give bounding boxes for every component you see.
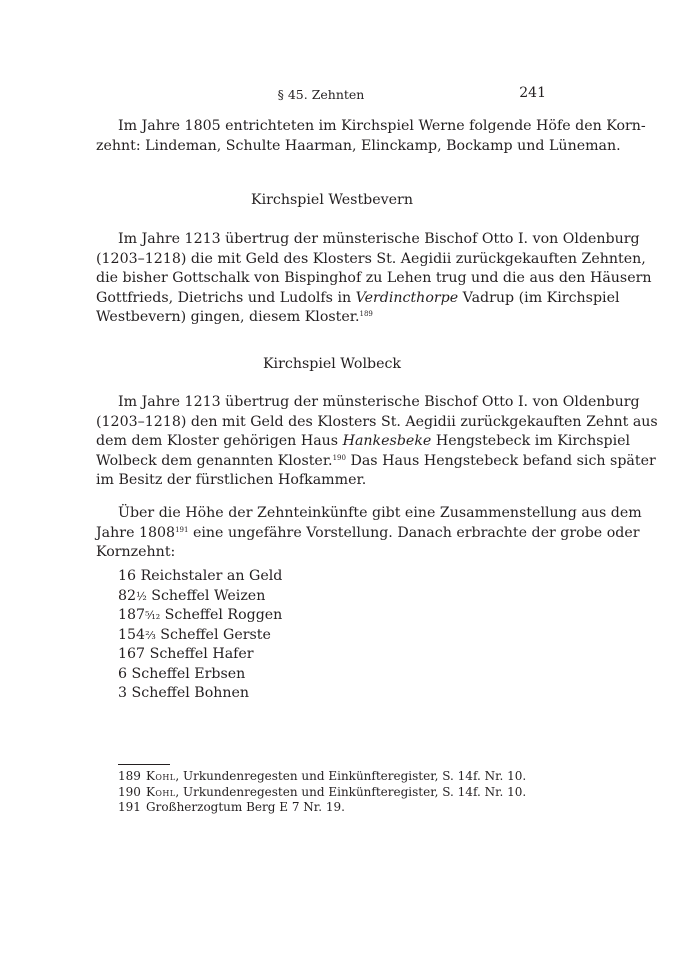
text-line: Im Jahre 1213 übertrug der münsterische Bischof Otto I. von Oldenburg <box>118 394 640 410</box>
footnote-number: 191 <box>118 800 141 815</box>
text-line: Im Jahre 1213 übertrug der münsterische Bischof Otto I. von Oldenburg <box>118 231 640 247</box>
footnote-text: Großherzogtum Berg E 7 Nr. 19. <box>146 800 345 815</box>
paragraph-zehnteinkuenfte <box>96 504 642 563</box>
footnote-ref-190[interactable]: 190 <box>332 453 346 462</box>
amount: 3 <box>118 685 128 701</box>
text-line <box>96 524 640 544</box>
list-item <box>118 606 282 626</box>
footnote-ref-191[interactable]: 191 <box>175 525 189 534</box>
item-text: Scheffel Weizen <box>146 587 266 604</box>
item-text: Scheffel Hafer <box>145 646 254 662</box>
list-item <box>118 567 282 587</box>
footnote-191 <box>118 800 526 816</box>
text-segment: dem dem Kloster gehörigen Haus <box>96 433 343 450</box>
footnote-ref-189[interactable]: 189 <box>359 310 373 319</box>
text-line: (1203–1218) die mit Geld des Klosters St. Aegidii zurückgekauften Zehnten, <box>96 250 646 267</box>
list-item <box>118 665 282 685</box>
running-head <box>96 85 546 105</box>
section-heading-westbevern: Kirchspiel Westbevern <box>251 192 413 208</box>
list-item <box>118 684 282 704</box>
text-segment: Jahre 1808 <box>96 524 176 541</box>
text-segment: Wolbeck dem genannten Kloster. <box>96 452 333 469</box>
text-segment: Das Haus Hengstebeck befand sich später <box>345 452 656 469</box>
text-line: Kornzehnt: <box>96 544 176 561</box>
list-item <box>118 587 282 607</box>
page-number: 241 <box>519 85 546 101</box>
footnote-189 <box>118 769 526 785</box>
item-text: Scheffel Erbsen <box>127 665 246 682</box>
item-text: Scheffel Gerste <box>155 626 271 643</box>
text-line <box>96 308 546 328</box>
text-line: die bisher Gottschalk von Bispinghof zu Lehen trug und die aus den Häusern <box>96 270 652 287</box>
item-text: Reichstaler an Geld <box>136 568 283 584</box>
amount: 82 <box>118 587 137 604</box>
running-title: § 45. Zehnten <box>277 87 365 102</box>
text-line <box>96 432 631 452</box>
text-segment: Westbevern) gingen, diesem Kloster. <box>96 309 360 326</box>
italic-placename: Verdincthorpe <box>355 289 459 306</box>
footnote-author: Kohl <box>146 784 176 799</box>
footnote-text: , Urkundenregesten und Einkünfteregister, S. 14f. Nr. 10. <box>175 769 527 783</box>
text-segment: Vadrup (im Kirchspiel <box>458 289 620 306</box>
text-line: (1203–1218) den mit Geld des Klosters St. Aegidii zurückgekauften Zehnt aus <box>96 413 658 430</box>
footnote-text: , Urkundenregesten und Einkünfteregister, S. 14f. Nr. 10. <box>175 784 527 799</box>
list-item <box>118 645 282 665</box>
footnote-author: Kohl <box>146 769 176 783</box>
item-text: Scheffel Bohnen <box>127 685 250 701</box>
text-segment: Hengstebeck im Kirchspiel <box>431 433 631 450</box>
text-line: Im Jahre 1805 entrichteten im Kirchspiel Werne folgende Höfe den Korn- <box>118 118 646 134</box>
text-line <box>96 289 620 309</box>
paragraph-werne <box>96 117 646 156</box>
item-text: Scheffel Roggen <box>160 607 283 623</box>
section-heading-wolbeck: Kirchspiel Wolbeck <box>262 356 402 372</box>
amount: 6 <box>118 665 128 682</box>
list-item <box>118 626 282 646</box>
text-line: im Besitz der fürstlichen Hofkammer. <box>96 472 367 489</box>
fraction: ⁵⁄₁₂ <box>145 609 161 622</box>
text-segment: eine ungefähre Vorstellung. Danach erbrachte der grobe oder <box>188 524 640 541</box>
paragraph-wolbeck <box>96 393 658 491</box>
amount: 167 <box>118 646 146 662</box>
amount: 154 <box>118 626 146 643</box>
text-line: Über die Höhe der Zehnteinkünfte gibt eine Zusammenstellung aus dem <box>118 505 642 521</box>
italic-placename: Hankesbeke <box>342 433 432 450</box>
amount: 187 <box>118 607 146 623</box>
yield-list <box>118 567 282 704</box>
paragraph-westbevern <box>96 230 652 328</box>
footnotes <box>118 769 526 816</box>
text-line <box>96 452 656 472</box>
fraction: ½ <box>136 589 147 603</box>
footnote-divider <box>118 764 170 765</box>
text-segment: Gottfrieds, Dietrichs und Ludolfs in <box>96 289 356 306</box>
amount: 16 <box>118 568 137 584</box>
footnote-number: 190 <box>118 784 141 799</box>
text-line: zehnt: Lindeman, Schulte Haarman, Elinckamp, Bockamp und Lüneman. <box>96 137 621 154</box>
fraction: ⅔ <box>145 628 156 642</box>
footnote-190 <box>118 785 526 801</box>
footnote-number: 189 <box>118 769 141 783</box>
